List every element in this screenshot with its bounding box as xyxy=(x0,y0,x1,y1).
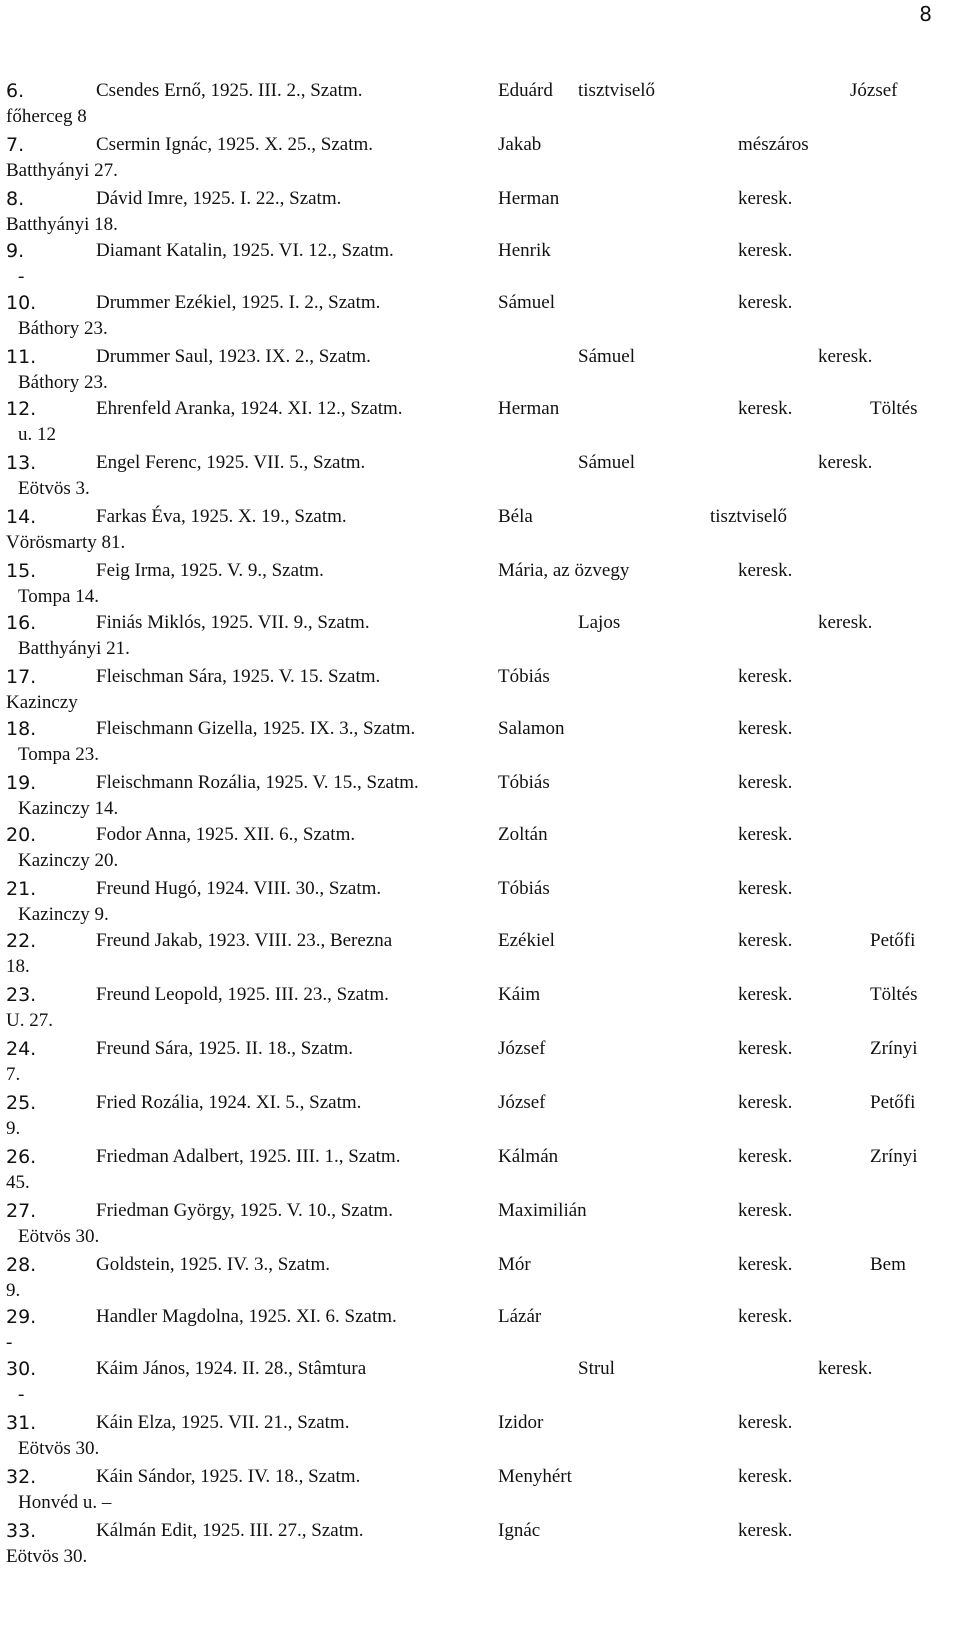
entry-occupation: keresk. xyxy=(738,824,793,845)
entry-number: 18. xyxy=(6,718,37,740)
entry-address: Tompa 23. xyxy=(18,744,99,765)
entry-occupation: keresk. xyxy=(738,1254,793,1275)
entry-number: 26. xyxy=(6,1146,37,1168)
list-item xyxy=(0,398,960,454)
entry-father: Mór xyxy=(498,1254,531,1275)
entry-number: 12. xyxy=(6,398,37,420)
entry-occupation: keresk. xyxy=(738,1146,793,1167)
entry-name: Goldstein, 1925. IV. 3., Szatm. xyxy=(96,1254,330,1275)
entry-street: Töltés xyxy=(870,984,918,1005)
entry-father: Lázár xyxy=(498,1306,542,1327)
entry-name: Káin Elza, 1925. VII. 21., Szatm. xyxy=(96,1412,350,1433)
entry-father: József xyxy=(498,1038,546,1059)
entry-number: 13. xyxy=(6,452,37,474)
entry-address: 18. xyxy=(6,956,30,977)
entry-occupation: keresk. xyxy=(738,560,793,581)
entry-address: főherceg 8 xyxy=(6,106,87,127)
list-item xyxy=(0,1466,960,1522)
entry-number: 20. xyxy=(6,824,37,846)
entry-address: 7. xyxy=(6,1064,21,1085)
entry-father: Salamon xyxy=(498,718,565,739)
entry-name: Dávid Imre, 1925. I. 22., Szatm. xyxy=(96,188,342,209)
entry-address: 9. xyxy=(6,1280,21,1301)
entry-father: Kálmán xyxy=(498,1146,559,1167)
entry-address: Báthory 23. xyxy=(18,318,108,339)
list-item xyxy=(0,1092,960,1148)
list-item xyxy=(0,930,960,986)
list-item xyxy=(0,984,960,1040)
entry-address: Kazinczy xyxy=(6,692,78,713)
list-item xyxy=(0,80,960,136)
entry-name: Káin Sándor, 1925. IV. 18., Szatm. xyxy=(96,1466,361,1487)
entry-father: Lajos xyxy=(578,612,621,633)
entry-number: 32. xyxy=(6,1466,37,1488)
entry-address: U. 27. xyxy=(6,1010,53,1031)
entry-number: 11. xyxy=(6,346,37,368)
entry-father: Tóbiás xyxy=(498,666,550,687)
entry-number: 16. xyxy=(6,612,37,634)
entry-number: 17. xyxy=(6,666,37,688)
entry-occupation: keresk. xyxy=(738,1466,793,1487)
list-item xyxy=(0,452,960,508)
entry-number: 31. xyxy=(6,1412,37,1434)
entry-father: Henrik xyxy=(498,240,551,261)
entry-occupation: keresk. xyxy=(818,1358,873,1379)
entry-occupation: keresk. xyxy=(738,1038,793,1059)
entry-street: Petőfi xyxy=(870,930,916,951)
list-item xyxy=(0,666,960,722)
entry-name: Fodor Anna, 1925. XII. 6., Szatm. xyxy=(96,824,356,845)
entry-address: Eötvös 30. xyxy=(18,1438,100,1459)
entry-father: Jakab xyxy=(498,134,542,155)
entry-occupation: keresk. xyxy=(738,984,793,1005)
entry-occupation: keresk. xyxy=(738,878,793,899)
list-item xyxy=(0,824,960,880)
entry-name: Handler Magdolna, 1925. XI. 6. Szatm. xyxy=(96,1306,397,1327)
entry-occupation: mészáros xyxy=(738,134,809,155)
entry-street: Petőfi xyxy=(870,1092,916,1113)
entry-name: Freund Leopold, 1925. III. 23., Szatm. xyxy=(96,984,389,1005)
list-item xyxy=(0,560,960,616)
list-item xyxy=(0,1254,960,1310)
entry-father: József xyxy=(498,1092,546,1113)
entry-address: Batthyányi 27. xyxy=(6,160,118,181)
entry-occupation: keresk. xyxy=(738,1092,793,1113)
entry-address: - xyxy=(6,1332,13,1353)
entry-father: Zoltán xyxy=(498,824,548,845)
entry-address: Kazinczy 20. xyxy=(18,850,119,871)
entry-name: Friedman Adalbert, 1925. III. 1., Szatm. xyxy=(96,1146,401,1167)
entry-name: Diamant Katalin, 1925. VI. 12., Szatm. xyxy=(96,240,394,261)
entry-number: 21. xyxy=(6,878,37,900)
entry-father: Tóbiás xyxy=(498,878,550,899)
entry-number: 6. xyxy=(6,80,25,102)
entry-occupation: keresk. xyxy=(738,1306,793,1327)
entry-number: 15. xyxy=(6,560,37,582)
entry-number: 24. xyxy=(6,1038,37,1060)
entry-occupation: keresk. xyxy=(738,718,793,739)
entry-address: Eötvös 30. xyxy=(6,1546,88,1567)
entry-number: 22. xyxy=(6,930,37,952)
list-item xyxy=(0,612,960,668)
entry-street: Zrínyi xyxy=(870,1038,918,1059)
entry-address: Kazinczy 9. xyxy=(18,904,109,925)
list-item xyxy=(0,1358,960,1414)
entry-number: 25. xyxy=(6,1092,37,1114)
entry-number: 10. xyxy=(6,292,37,314)
entry-name: Fleischman Sára, 1925. V. 15. Szatm. xyxy=(96,666,381,687)
list-item xyxy=(0,1412,960,1468)
entry-name: Finiás Miklós, 1925. VII. 9., Szatm. xyxy=(96,612,370,633)
entry-name: Freund Sára, 1925. II. 18., Szatm. xyxy=(96,1038,353,1059)
entry-name: Engel Ferenc, 1925. VII. 5., Szatm. xyxy=(96,452,366,473)
entry-number: 8. xyxy=(6,188,25,210)
entry-name: Fleischmann Rozália, 1925. V. 15., Szatm. xyxy=(96,772,419,793)
list-item xyxy=(0,134,960,190)
entry-street: Töltés xyxy=(870,398,918,419)
entry-number: 29. xyxy=(6,1306,37,1328)
entry-street: József xyxy=(850,80,898,101)
entry-father: Mária, az özvegy xyxy=(498,560,630,581)
entry-number: 14. xyxy=(6,506,37,528)
entry-address: Honvéd u. – xyxy=(18,1492,112,1513)
entry-occupation: keresk. xyxy=(738,398,793,419)
entry-father: Eduárd xyxy=(498,80,553,101)
entry-address: 45. xyxy=(6,1172,30,1193)
entry-occupation: keresk. xyxy=(738,930,793,951)
list-item xyxy=(0,346,960,402)
entry-number: 23. xyxy=(6,984,37,1006)
entry-address: Batthyányi 18. xyxy=(6,214,118,235)
entry-address: Vörösmarty 81. xyxy=(6,532,126,553)
entry-name: Kálmán Edit, 1925. III. 27., Szatm. xyxy=(96,1520,364,1541)
entry-occupation: tisztviselő xyxy=(710,506,788,527)
entry-address: Batthyányi 21. xyxy=(18,638,130,659)
entry-occupation: keresk. xyxy=(818,612,873,633)
page-number: 8 xyxy=(919,2,932,26)
entry-address: Eötvös 3. xyxy=(18,478,90,499)
entry-street: Zrínyi xyxy=(870,1146,918,1167)
entry-name: Ehrenfeld Aranka, 1924. XI. 12., Szatm. xyxy=(96,398,403,419)
entry-address: u. 12 xyxy=(18,424,56,445)
list-item xyxy=(0,1520,960,1576)
entry-street: Bem xyxy=(870,1254,906,1275)
entry-address: Eötvös 30. xyxy=(18,1226,100,1247)
entry-father: Strul xyxy=(578,1358,615,1379)
entry-occupation: keresk. xyxy=(738,240,793,261)
entry-father: Izidor xyxy=(498,1412,544,1433)
entry-father: Tóbiás xyxy=(498,772,550,793)
list-item xyxy=(0,1306,960,1362)
entry-father: Béla xyxy=(498,506,533,527)
entry-father: Sámuel xyxy=(578,452,635,473)
entry-occupation: keresk. xyxy=(738,1520,793,1541)
entry-name: Csermin Ignác, 1925. X. 25., Szatm. xyxy=(96,134,374,155)
list-item xyxy=(0,772,960,828)
entry-name: Freund Hugó, 1924. VIII. 30., Szatm. xyxy=(96,878,382,899)
entry-occupation: keresk. xyxy=(738,1200,793,1221)
list-item xyxy=(0,878,960,934)
entry-number: 19. xyxy=(6,772,37,794)
entry-address: 9. xyxy=(6,1118,21,1139)
entry-father: Herman xyxy=(498,188,560,209)
entry-father: Herman xyxy=(498,398,560,419)
list-item xyxy=(0,1146,960,1202)
list-item xyxy=(0,718,960,774)
list-item xyxy=(0,1038,960,1094)
entry-occupation: tisztviselő xyxy=(578,80,656,101)
entry-name: Feig Irma, 1925. V. 9., Szatm. xyxy=(96,560,324,581)
list-item xyxy=(0,292,960,348)
entry-occupation: keresk. xyxy=(738,292,793,313)
entry-address: Báthory 23. xyxy=(18,372,108,393)
entry-address: - xyxy=(18,266,25,287)
entry-name: Friedman György, 1925. V. 10., Szatm. xyxy=(96,1200,393,1221)
entry-father: Káim xyxy=(498,984,541,1005)
entry-occupation: keresk. xyxy=(818,346,873,367)
entry-occupation: keresk. xyxy=(738,666,793,687)
entry-occupation: keresk. xyxy=(738,1412,793,1433)
entry-address: Tompa 14. xyxy=(18,586,99,607)
entry-father: Ignác xyxy=(498,1520,541,1541)
entry-occupation: keresk. xyxy=(738,772,793,793)
entry-father: Sámuel xyxy=(578,346,635,367)
entry-name: Freund Jakab, 1923. VIII. 23., Berezna xyxy=(96,930,393,951)
entry-name: Fried Rozália, 1924. XI. 5., Szatm. xyxy=(96,1092,362,1113)
entry-occupation: keresk. xyxy=(818,452,873,473)
entry-name: Farkas Éva, 1925. X. 19., Szatm. xyxy=(96,506,347,527)
list-item xyxy=(0,240,960,296)
entry-occupation: keresk. xyxy=(738,188,793,209)
entry-address: - xyxy=(18,1384,25,1405)
list-item xyxy=(0,1200,960,1256)
entry-number: 7. xyxy=(6,134,25,156)
entry-number: 27. xyxy=(6,1200,37,1222)
entry-name: Fleischmann Gizella, 1925. IX. 3., Szatm. xyxy=(96,718,416,739)
entry-name: Csendes Ernő, 1925. III. 2., Szatm. xyxy=(96,80,363,101)
entry-name: Drummer Ezékiel, 1925. I. 2., Szatm. xyxy=(96,292,381,313)
entry-number: 9. xyxy=(6,240,25,262)
entry-father: Maximilián xyxy=(498,1200,587,1221)
entry-address: Kazinczy 14. xyxy=(18,798,119,819)
entry-name: Káim János, 1924. II. 28., Stâmtura xyxy=(96,1358,367,1379)
entry-father: Ezékiel xyxy=(498,930,555,951)
entry-number: 28. xyxy=(6,1254,37,1276)
entry-name: Drummer Saul, 1923. IX. 2., Szatm. xyxy=(96,346,371,367)
list-item xyxy=(0,506,960,562)
entry-father: Menyhért xyxy=(498,1466,572,1487)
entry-number: 30. xyxy=(6,1358,37,1380)
list-item xyxy=(0,188,960,244)
entry-father: Sámuel xyxy=(498,292,555,313)
entry-number: 33. xyxy=(6,1520,37,1542)
